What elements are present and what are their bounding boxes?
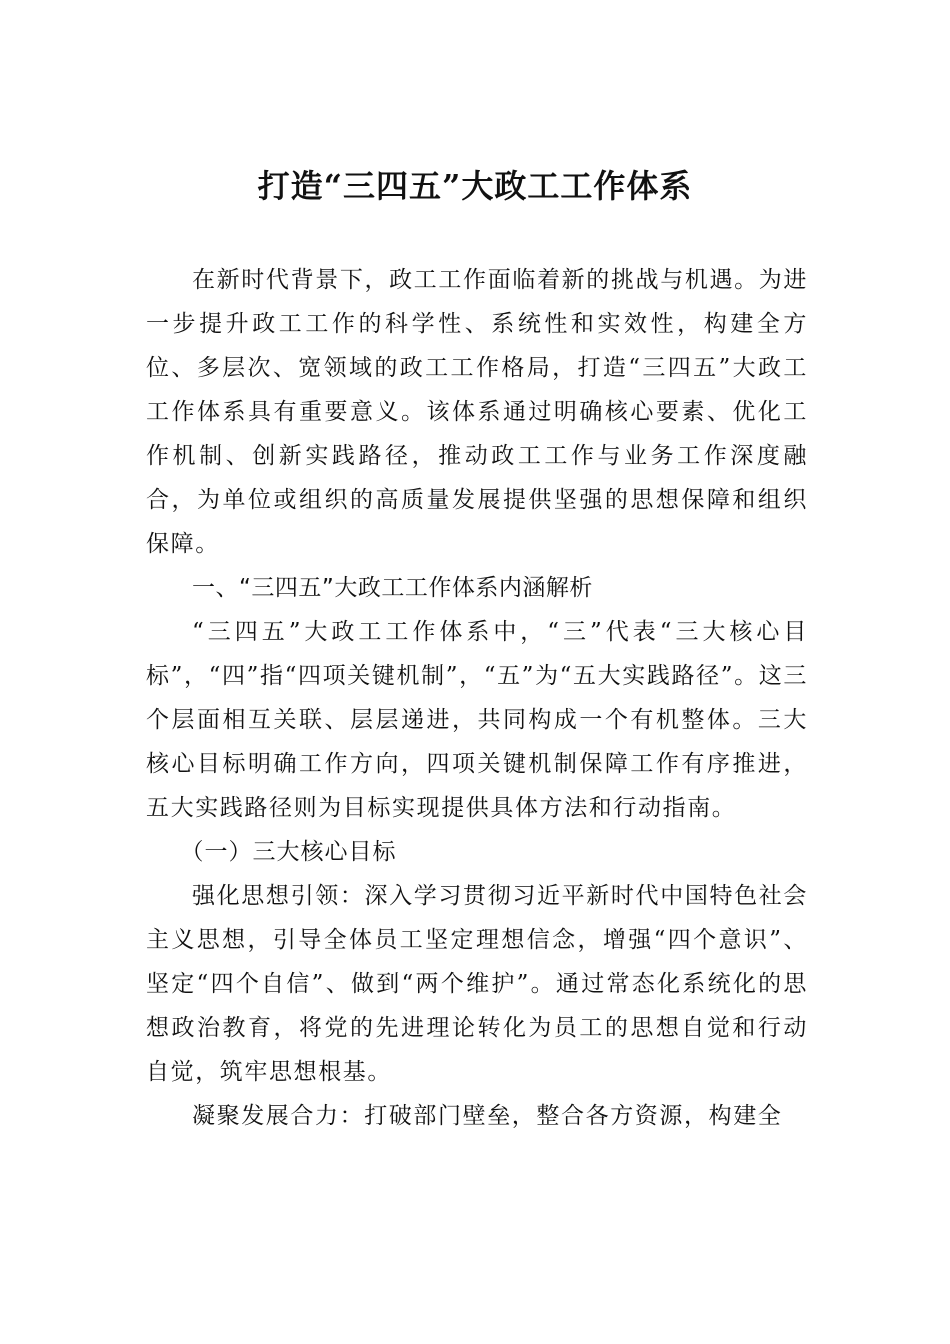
section-heading: 一、“三四五”大政工工作体系内涵解析 [192,575,593,601]
document-title: 打造“三四五”大政工工作体系 [257,167,693,205]
subsection-paragraph-1: 强化思想引领：深入学习贯彻习近平新时代中国特色社会主义思想，引导全体员工坚定理想信念，增强“四个意识”、坚定“四个自信”、做到“两个维护”。通过常态化系统化的思想政治教育，将党的先进理论转化为员工的思想自觉和行动自觉，筑牢思想根基。 [146,883,808,1085]
subsection-paragraph-2: 凝聚发展合力：打破部门壁垒，整合各方资源，构建全 [192,1103,783,1129]
intro-paragraph: 在新时代背景下，政工工作面临着新的挑战与机遇。为进一步提升政工工作的科学性、系统性和实效性，构建全方位、多层次、宽领域的政工工作格局，打造“三四五”大政工工作体系具有重要意义。该体系通过明确核心要素、优化工作机制、创新实践路径，推动政工工作与业务工作深度融合，为单位或组织的高质量发展提供坚强的思想保障和组织保障。 [146,267,808,557]
document-body [146,258,808,1138]
section-paragraph: “三四五”大政工工作体系中，“三”代表“三大核心目标”，“四”指“四项关键机制”，“五”为“五大实践路径”。这三个层面相互关联、层层递进，共同构成一个有机整体。三大核心目标明确工作方向，四项关键机制保障工作有序推进，五大实践路径则为目标实现提供具体方法和行动指南。 [146,619,808,821]
subsection-heading: （一）三大核心目标 [180,839,397,865]
